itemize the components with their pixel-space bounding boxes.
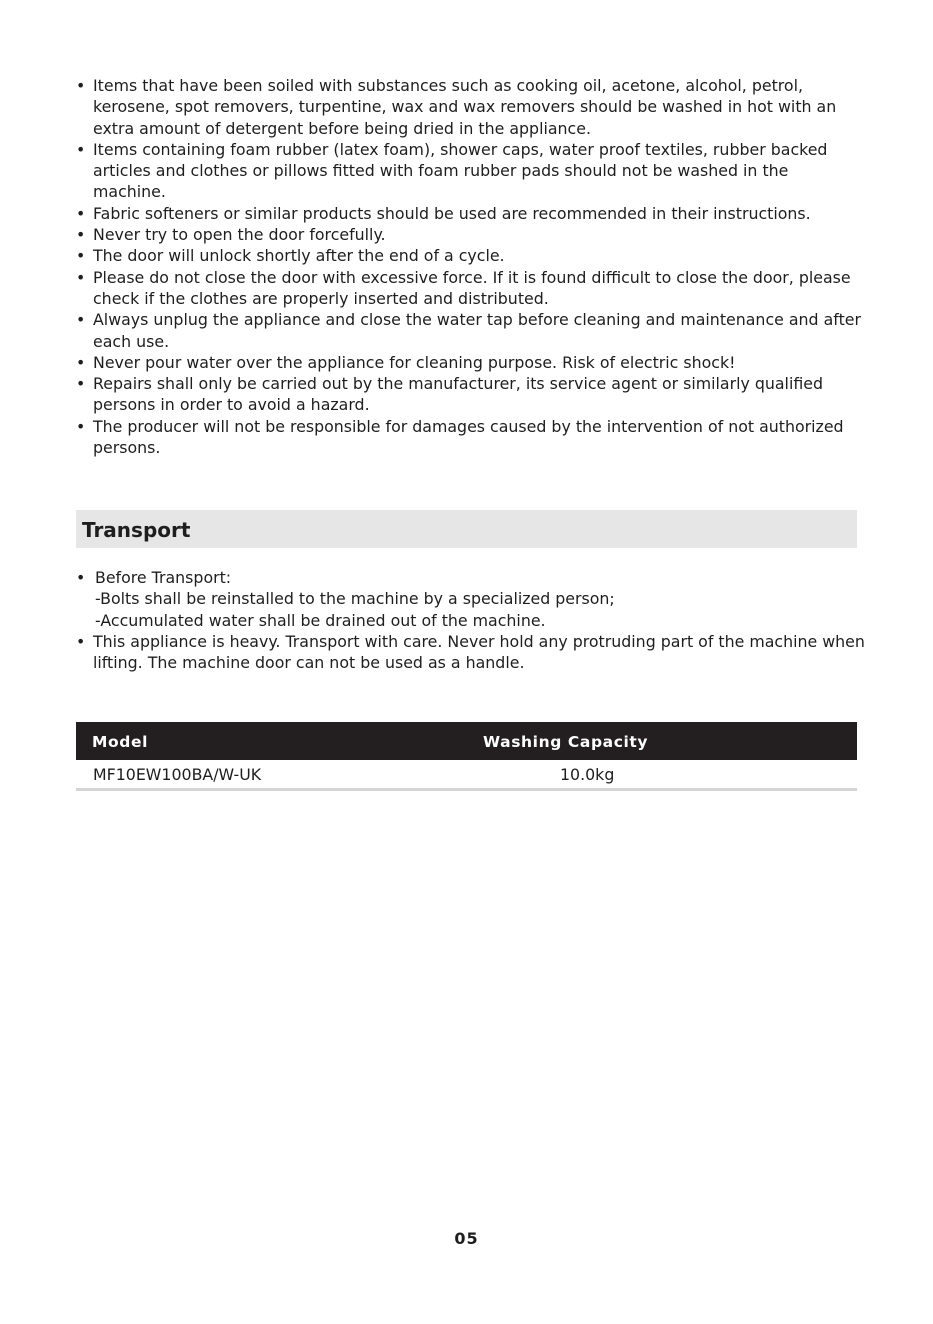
- capacity-cell: 10.0kg: [560, 765, 615, 784]
- list-item: • Always unplug the appliance and close the water tap before cleaning and maintenance and after each use.: [76, 309, 866, 352]
- list-item: • Items that have been soiled with substances such as cooking oil, acetone, alcohol, petrol, kerosene, spot removers, turpentine, wax and wax removers should be washed in hot with an extra amount of detergent before being dried in the appliance.: [76, 75, 866, 139]
- list-item: • Please do not close the door with excessive force. If it is found difficult to close the door, please check if the clothes are properly inserted and distributed.: [76, 267, 866, 310]
- before-transport-label: • Before Transport:: [95, 568, 232, 587]
- list-item: [76, 567, 866, 631]
- spec-table: [76, 722, 857, 791]
- before-transport-item: -Bolts shall be reinstalled to the machine by a specialized person;: [95, 589, 615, 609]
- list-item: • Fabric softeners or similar products should be used are recommended in their instructions.: [76, 203, 866, 224]
- column-header-washing-capacity: Washing Capacity: [483, 733, 649, 751]
- table-row: [76, 760, 857, 791]
- page-number: 05: [454, 1229, 479, 1248]
- spec-table-header: [76, 722, 857, 760]
- list-item: • Never try to open the door forcefully.: [76, 224, 866, 245]
- column-header-model: Model: [92, 733, 148, 751]
- before-transport-item: -Accumulated water shall be drained out of the machine.: [95, 610, 546, 630]
- list-item: • Repairs shall only be carried out by the manufacturer, its service agent or similarly qualified persons in order to avoid a hazard.: [76, 373, 866, 416]
- transport-list: [76, 567, 866, 673]
- transport-heading: Transport: [76, 510, 857, 548]
- list-item: • Never pour water over the appliance for cleaning purpose. Risk of electric shock!: [76, 352, 866, 373]
- safety-bullet-list: [76, 75, 866, 458]
- list-item: • Items containing foam rubber (latex foam), shower caps, water proof textiles, rubber backed articles and clothes or pillows fitted with foam rubber pads should not be washed in the machine.: [76, 139, 866, 203]
- model-cell: MF10EW100BA/W-UK: [93, 765, 262, 784]
- list-item: • The door will unlock shortly after the end of a cycle.: [76, 245, 866, 266]
- list-item: • This appliance is heavy. Transport with care. Never hold any protruding part of the machine when lifting. The machine door can not be used as a handle.: [76, 631, 866, 674]
- list-item: • The producer will not be responsible for damages caused by the intervention of not authorized persons.: [76, 416, 866, 459]
